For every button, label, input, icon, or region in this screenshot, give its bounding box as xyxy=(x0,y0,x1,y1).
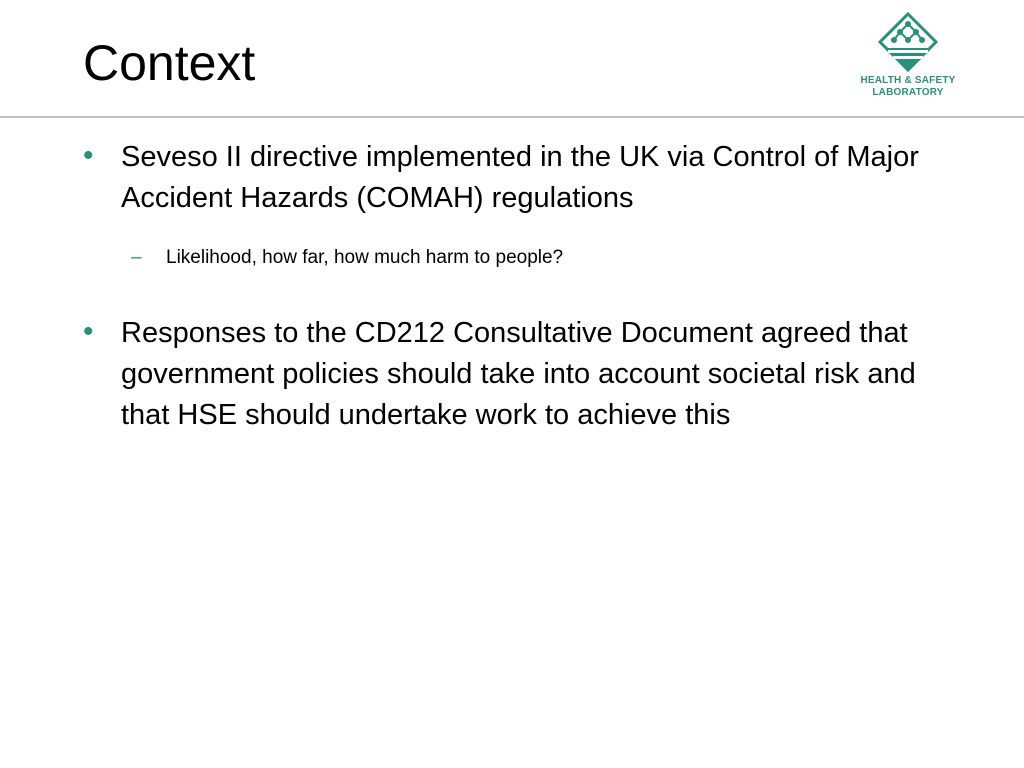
bullet-text: Responses to the CD212 Consultative Document agreed that government policies should take into account societal risk and that HSE should undertake work to achieve this xyxy=(121,317,916,431)
hsl-logo xyxy=(858,10,958,105)
logo-line-1: HEALTH & SAFETY xyxy=(860,75,956,86)
diamond-network-logo-icon xyxy=(878,12,938,72)
slide-title: Context xyxy=(83,35,256,91)
sub-bullet-marker: – xyxy=(131,247,142,268)
logo-text xyxy=(858,75,958,99)
logo-line-2: LABORATORY xyxy=(872,87,944,98)
title-divider xyxy=(0,116,1024,118)
sub-bullet-text: Likelihood, how far, how much harm to people? xyxy=(166,247,564,268)
bullet-text: Seveso II directive implemented in the UK via Control of Major Accident Hazards (COMAH) regulations xyxy=(121,141,919,214)
bullet-marker: • xyxy=(83,315,94,348)
bullet-marker: • xyxy=(83,139,94,172)
